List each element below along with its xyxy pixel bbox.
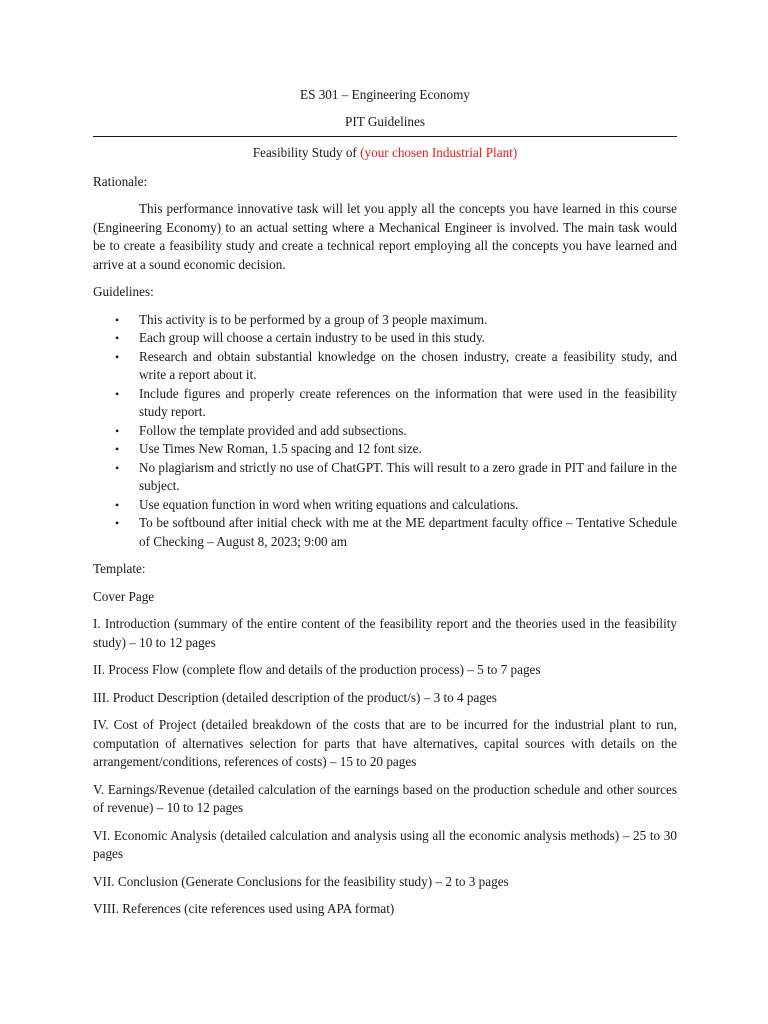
guideline-item [93, 311, 677, 330]
bullet-icon: • [115, 442, 120, 456]
template-item-product-description: III. Product Description (detailed description of the product/s) – 3 to 4 pages [93, 689, 497, 705]
document-content [93, 86, 677, 919]
guideline-text: To be softbound after initial check with me at the ME department faculty office – Tentative Schedule of Checking – August 8, 2023; 9:00 am [139, 515, 677, 549]
guidelines-heading: Guidelines: [93, 284, 154, 299]
guideline-text: Research and obtain substantial knowledge on the chosen industry, create a feasibility study, and write a report about it. [139, 348, 677, 382]
template-item-conclusion: VII. Conclusion (Generate Conclusions for the feasibility study) – 2 to 3 pages [93, 873, 509, 889]
guideline-text: Use equation function in word when writing equations and calculations. [139, 496, 519, 512]
header-divider [93, 136, 677, 137]
template-item-introduction: I. Introduction (summary of the entire content of the feasibility report and the theories used in the feasibility study) – 10 to 12 pages [93, 616, 677, 650]
guideline-text: Include figures and properly create references on the information that were used in the feasibility study report. [139, 385, 677, 419]
bullet-icon: • [115, 497, 120, 512]
bullet-icon: • [115, 460, 120, 475]
guideline-text: Use Times New Roman, 1.5 spacing and 12 font size. [139, 441, 422, 456]
template-item-cost-of-project: IV. Cost of Project (detailed breakdown of the costs that are to be incurred for the industrial plant to run, computation of alternatives selection for parts that have alternatives, capital sources with details on the arrangement/conditions, references of costs) – 15 to 20 pages [93, 717, 677, 769]
rationale-heading: Rationale: [93, 173, 148, 189]
guideline-item [93, 459, 677, 496]
template-item-process-flow: II. Process Flow (complete flow and details of the production process) – 5 to 7 pages [93, 662, 541, 677]
guideline-item [93, 329, 677, 348]
rationale-paragraph: This performance innovative task will let you apply all the concepts you have learned in this course (Engineering Economy) to an actual setting where a Mechanical Engineer is involved. The main task would be to create a feasibility study and create a technical report employing all the concepts you have learned and arrive at a sound economic decision. [93, 201, 677, 272]
template-item-references: VIII. References (cite references used using APA format) [93, 901, 395, 916]
guideline-item [93, 422, 677, 441]
guideline-text: No plagiarism and strictly no use of ChatGPT. This will result to a zero grade in PIT and failure in the subject. [139, 459, 678, 493]
guidelines-list [93, 311, 677, 552]
guideline-item [93, 496, 677, 515]
guideline-text: Each group will choose a certain industry to be used in this study. [139, 330, 485, 345]
template-item-cover-page: Cover Page [93, 588, 155, 604]
guideline-text: This activity is to be performed by a group of 3 people maximum. [139, 311, 488, 327]
guideline-text: Follow the template provided and add subsections. [139, 422, 407, 438]
guideline-item [93, 385, 677, 422]
template-heading: Template: [93, 561, 146, 576]
guideline-item [93, 348, 677, 385]
document-subtitle: PIT Guidelines [345, 113, 425, 129]
bullet-icon: • [115, 386, 120, 401]
template-item-economic-analysis: VI. Economic Analysis (detailed calculation and analysis using all the economic analysis methods) – 25 to 30 pages [93, 827, 677, 861]
bullet-icon: • [115, 516, 120, 530]
bullet-icon: • [115, 312, 120, 327]
bullet-icon: • [115, 349, 120, 364]
template-item-earnings-revenue: V. Earnings/Revenue (detailed calculation of the earnings based on the production schedule and other sources of revenue) – 10 to 12 pages [93, 781, 677, 815]
guideline-item [93, 514, 677, 551]
bullet-icon: • [115, 423, 120, 438]
bullet-icon: • [115, 331, 120, 345]
study-title-prefix: Feasibility Study of [252, 145, 361, 160]
study-title-highlight: (your chosen Industrial Plant) [360, 145, 518, 160]
study-title [93, 144, 677, 163]
guideline-item [93, 440, 677, 459]
course-title: ES 301 – Engineering Economy [300, 87, 470, 102]
